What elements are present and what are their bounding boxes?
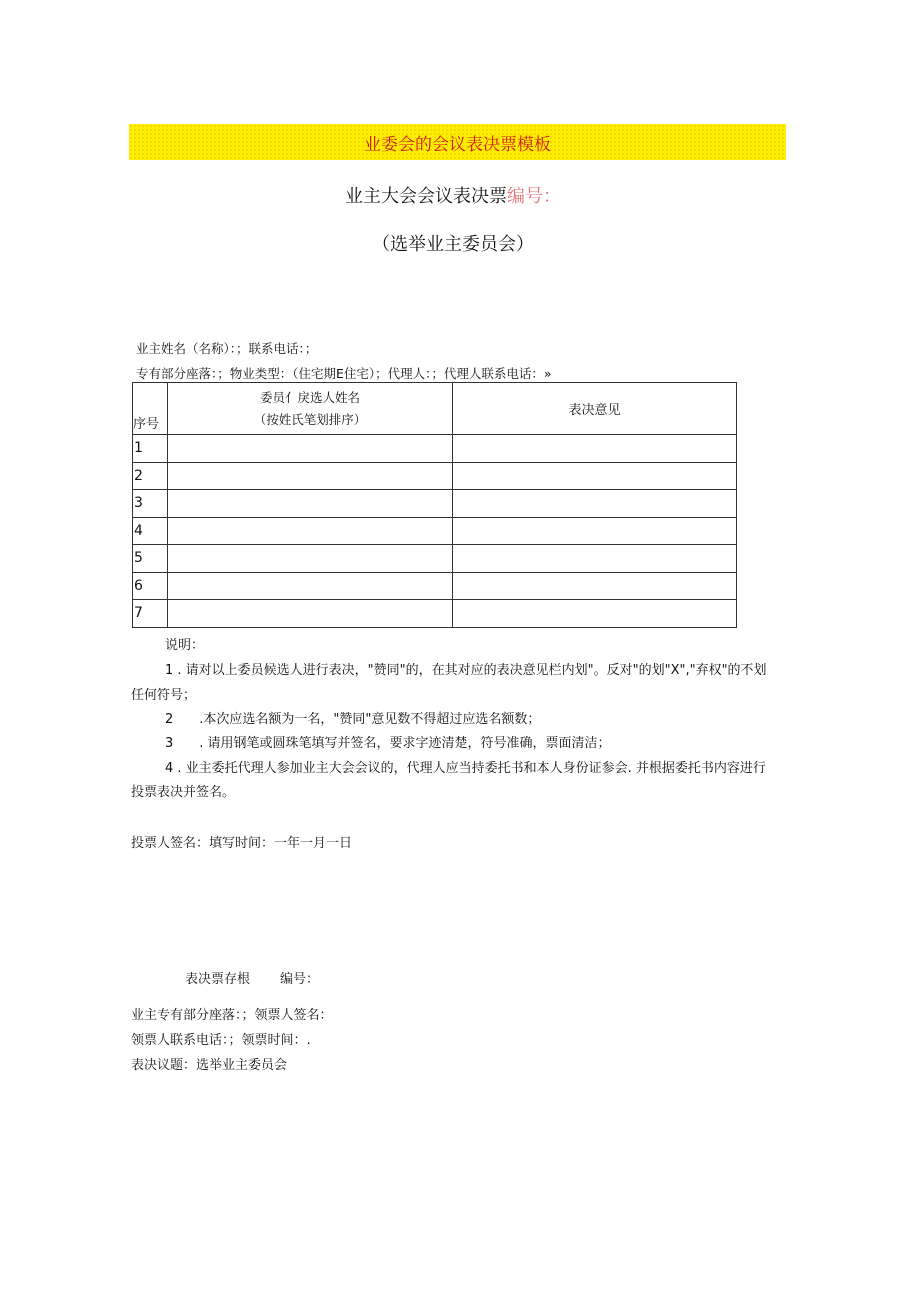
opinion-cell[interactable] bbox=[453, 600, 737, 628]
table-row bbox=[133, 435, 737, 463]
candidate-header-line2: （按姓氏笔划排序） bbox=[253, 411, 367, 427]
property-info-line: 专有部分座落：；物业类型：（住宅期E住宅）；代理人：；代理人联系电话：» bbox=[136, 366, 552, 381]
table-row bbox=[133, 490, 737, 518]
stub-title: 表决票存根 bbox=[185, 972, 251, 987]
note-3: 3 . 请用钢笔或圆珠笔填写并签名，要求字迹清楚，符号准确，票面清洁； bbox=[165, 736, 611, 751]
opinion-cell[interactable] bbox=[453, 572, 737, 600]
seq-cell: 1 bbox=[133, 435, 168, 463]
stub-contact-line: 领票人联系电话：；领票时间：. bbox=[131, 1033, 311, 1048]
seq-cell: 3 bbox=[133, 490, 168, 518]
template-title: 业委会的会议表决票模板 bbox=[364, 134, 551, 155]
candidate-name-cell[interactable] bbox=[168, 462, 453, 490]
candidate-name-cell[interactable] bbox=[168, 490, 453, 518]
candidate-name-cell[interactable] bbox=[168, 545, 453, 573]
stub-topic-line: 表决议题：选举业主委员会 bbox=[131, 1058, 288, 1073]
note-2: 2 .本次应选名额为一名，"赞同"意见数不得超过应选名额数； bbox=[165, 712, 541, 727]
ballot-number-label: 编号： bbox=[507, 186, 561, 207]
candidate-header-line1: 委员亻戾选人姓名 bbox=[259, 389, 360, 405]
table-row bbox=[133, 517, 737, 545]
ballot-title-text: 业主大会会议表决票 bbox=[345, 186, 507, 207]
vote-table bbox=[132, 382, 737, 628]
candidate-header bbox=[168, 383, 453, 435]
ballot-title bbox=[0, 182, 906, 208]
opinion-cell[interactable] bbox=[453, 435, 737, 463]
seq-cell: 2 bbox=[133, 462, 168, 490]
opinion-cell[interactable] bbox=[453, 545, 737, 573]
ballot-subtitle: （选举业主委员会） bbox=[372, 234, 534, 255]
table-row bbox=[133, 462, 737, 490]
opinion-cell[interactable] bbox=[453, 462, 737, 490]
opinion-header: 表决意见 bbox=[453, 383, 737, 435]
candidate-name-cell[interactable] bbox=[168, 517, 453, 545]
owner-info-line: 业主姓名（名称）：；联系电话：； bbox=[136, 341, 318, 356]
title-banner bbox=[129, 124, 786, 160]
note-4-line1: 4 . 业主委托代理人参加业主大会会议的，代理人应当持委托书和本人身份证参会. 并根据委托书内容进行 bbox=[165, 761, 766, 776]
opinion-cell[interactable] bbox=[453, 517, 737, 545]
stub-number-label: 编号： bbox=[280, 972, 320, 987]
table-row bbox=[133, 572, 737, 600]
candidate-name-cell[interactable] bbox=[168, 435, 453, 463]
seq-cell: 6 bbox=[133, 572, 168, 600]
note-4-line2: 投票表决并签名。 bbox=[131, 785, 236, 800]
seq-cell: 5 bbox=[133, 545, 168, 573]
table-row bbox=[133, 600, 737, 628]
opinion-cell[interactable] bbox=[453, 490, 737, 518]
note-1-line2: 任何符号； bbox=[131, 688, 197, 703]
table-header-row bbox=[133, 383, 737, 435]
seq-cell: 4 bbox=[133, 517, 168, 545]
candidate-name-cell[interactable] bbox=[168, 572, 453, 600]
note-1-line1: 1 . 请对以上委员候选人进行表决，"赞同"的，在其对应的表决意见栏内划"。反对"的划"X","弃权"的不划 bbox=[165, 663, 767, 678]
table-row bbox=[133, 545, 737, 573]
seq-header: 序号 bbox=[133, 383, 168, 435]
voter-signature-line: 投票人签名：填写时间：一年一月一日 bbox=[131, 836, 353, 851]
seq-cell: 7 bbox=[133, 600, 168, 628]
stub-property-line: 业主专有部分座落：；领票人签名： bbox=[131, 1008, 333, 1023]
notes-title: 说明： bbox=[165, 638, 205, 653]
candidate-name-cell[interactable] bbox=[168, 600, 453, 628]
